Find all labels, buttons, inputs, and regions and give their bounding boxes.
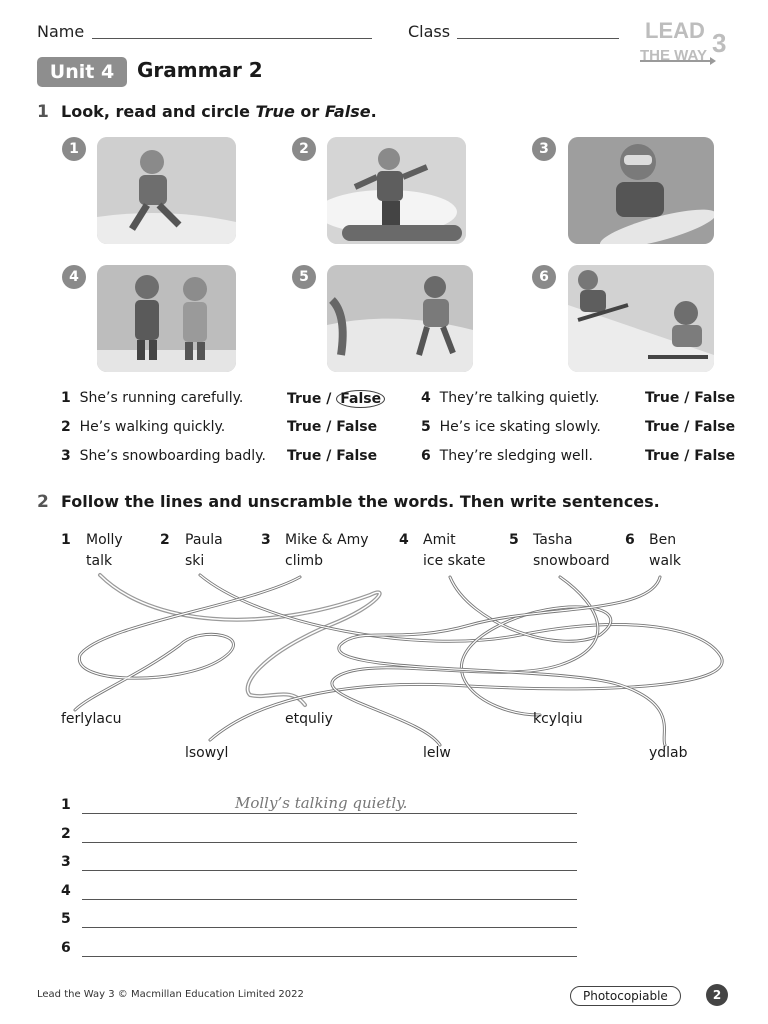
person-5-verb: snowboard [533, 553, 610, 569]
lead-the-way-logo [640, 16, 735, 66]
person-5: 5 [509, 532, 519, 548]
anagram-4: lsowyl [185, 745, 229, 761]
person-1-verb: talk [86, 553, 113, 569]
true-false-4[interactable]: True / False [645, 390, 736, 406]
example-answer: Molly’s talking quietly. [235, 794, 408, 812]
anagram-6: ydlab [649, 745, 688, 761]
picture-number-3: 3 [532, 137, 556, 161]
name-label: Name [37, 22, 85, 41]
picture-number-6: 6 [532, 265, 556, 289]
person-6: 6 [625, 532, 635, 548]
option-true: True [287, 391, 322, 407]
person-4-verb: ice skate [423, 553, 486, 569]
person-6-verb: walk [649, 553, 682, 569]
answer-line-5[interactable] [82, 926, 577, 928]
picture-number-1: 1 [62, 137, 86, 161]
answer-number-6: 6 [61, 940, 71, 956]
person-2-verb: ski [185, 553, 205, 569]
picture-number-4: 4 [62, 265, 86, 289]
class-label: Class [408, 22, 451, 41]
picture-two-kids-talking [97, 265, 236, 372]
statement-4: 4 They’re talking quietly. [421, 390, 600, 406]
answer-number-4: 4 [61, 883, 71, 899]
class-line[interactable] [457, 38, 619, 39]
statement-6: 6 They’re sledging well. [421, 448, 593, 464]
answer-line-3[interactable] [82, 869, 577, 871]
person-1: 1 [61, 532, 71, 548]
answer-number-1: 1 [61, 797, 71, 813]
true-false-3[interactable]: True / False [287, 448, 378, 464]
anagram-2: etquliy [285, 711, 333, 727]
picture-boy-on-log [327, 137, 466, 244]
name-line[interactable] [92, 38, 372, 39]
answer-line-2[interactable] [82, 841, 577, 843]
exercise2-number: 2 [37, 492, 49, 512]
picture-ice-skating [327, 265, 473, 372]
statement-3: 3 She’s snowboarding badly. [61, 448, 266, 464]
exercise1-instruction: Look, read and circle True or False. [61, 102, 377, 121]
copyright: Lead the Way 3 © Macmillan Education Limited 2022 [37, 989, 304, 1000]
answer-line-4[interactable] [82, 898, 577, 900]
anagram-3: kcylqiu [533, 711, 583, 727]
exercise1-number: 1 [37, 102, 49, 122]
person-4-name: Amit [423, 532, 456, 548]
unit-badge: Unit 4 [37, 57, 127, 87]
page-title: Grammar 2 [137, 58, 263, 82]
person-5-name: Tasha [533, 532, 573, 548]
logo-line1: LEAD [645, 18, 705, 43]
statement-2: 2 He’s walking quickly. [61, 419, 226, 435]
true-false-6[interactable]: True / False [645, 448, 736, 464]
person-4: 4 [399, 532, 409, 548]
person-2: 2 [160, 532, 170, 548]
page-number: 2 [706, 984, 728, 1006]
exercise2-instruction: Follow the lines and unscramble the words. Then write sentences. [61, 492, 660, 511]
answer-number-2: 2 [61, 826, 71, 842]
picture-number-2: 2 [292, 137, 316, 161]
person-3: 3 [261, 532, 271, 548]
person-3-verb: climb [285, 553, 324, 569]
picture-girl-running [97, 137, 236, 244]
true-false-2[interactable]: True / False [287, 419, 378, 435]
person-6-name: Ben [649, 532, 677, 548]
logo-level: 3 [712, 28, 727, 58]
person-2-name: Paula [185, 532, 223, 548]
picture-girl-snowboarding [568, 137, 714, 244]
statement-1: 1 She’s running carefully. [61, 390, 244, 406]
true-false-1[interactable]: True / False [287, 390, 385, 408]
answer-line-6[interactable] [82, 955, 577, 957]
answer-number-3: 3 [61, 854, 71, 870]
picture-number-5: 5 [292, 265, 316, 289]
option-false-circled: False [336, 390, 385, 408]
anagram-1: ferlylacu [61, 711, 122, 727]
anagram-5: lelw [423, 745, 451, 761]
true-false-5[interactable]: True / False [645, 419, 736, 435]
person-1-name: Molly [86, 532, 123, 548]
logo-line2: THE WAY [640, 47, 707, 64]
answer-number-5: 5 [61, 911, 71, 927]
photocopiable-badge: Photocopiable [570, 986, 681, 1006]
statement-5: 5 He’s ice skating slowly. [421, 419, 601, 435]
answer-line-1[interactable] [82, 812, 577, 814]
person-3-name: Mike & Amy [285, 532, 369, 548]
picture-kids-sledging [568, 265, 714, 372]
